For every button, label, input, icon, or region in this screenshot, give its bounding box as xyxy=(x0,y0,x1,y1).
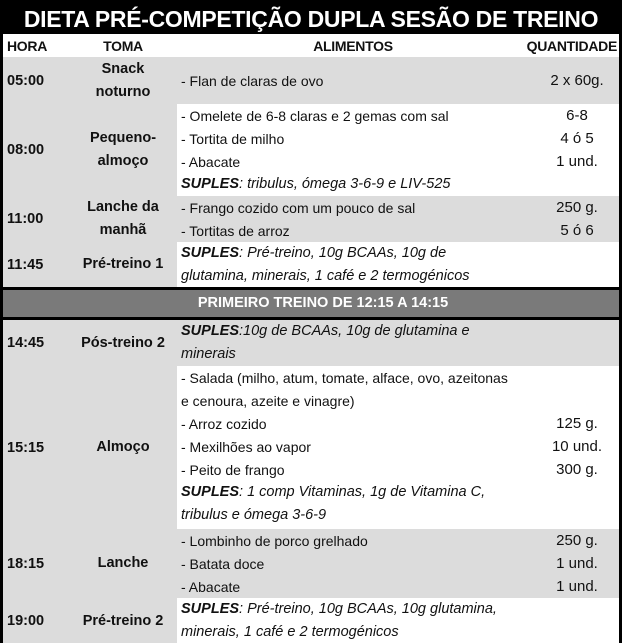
row-meal xyxy=(69,57,177,104)
row-time: 08:00 xyxy=(7,142,45,158)
row-meal: Pré-treino 1 xyxy=(82,256,164,272)
food-qty: 5 ó 6 xyxy=(560,222,594,239)
row-time: 14:45 xyxy=(7,335,45,351)
row-meal-label: Lanche da manhã xyxy=(87,199,159,238)
supplements-text: : tribulus, ómega 3-6-9 e LIV-525 xyxy=(239,176,451,192)
food-line xyxy=(177,435,619,458)
table-header xyxy=(3,34,619,57)
supplements-label: SUPLES xyxy=(181,484,240,500)
row-foods xyxy=(177,196,619,242)
food-line xyxy=(177,552,619,575)
food-qty: 1 und. xyxy=(556,578,598,595)
row-time: 11:45 xyxy=(7,256,44,273)
row-meal xyxy=(69,196,177,242)
row-foods xyxy=(177,104,619,196)
food-item: - Lombinho de porco grelhado xyxy=(181,532,368,549)
food-line xyxy=(177,529,619,552)
food-line xyxy=(177,196,619,219)
food-item: - Abacate xyxy=(181,153,241,170)
food-item: - Abacate xyxy=(181,578,241,595)
row-foods xyxy=(177,242,619,287)
supplements-label: SUPLES xyxy=(181,245,240,261)
row-foods xyxy=(177,366,619,529)
food-item: - Flan de claras de ovo xyxy=(181,72,324,89)
food-line xyxy=(177,69,619,92)
supplements xyxy=(177,598,537,643)
row-time: 11:00 xyxy=(7,211,44,227)
row-meal-label: Snack noturno xyxy=(95,60,151,100)
food-qty: 1 und. xyxy=(556,153,598,170)
supplements-label: SUPLES xyxy=(181,601,240,617)
row-time: 19:00 xyxy=(7,613,45,629)
supplements xyxy=(177,173,619,196)
column-header-toma: TOMA xyxy=(103,37,143,54)
row-meal: Almoço xyxy=(96,439,150,455)
food-qty: 4 ó 5 xyxy=(560,130,594,147)
row-foods xyxy=(177,57,619,104)
supplements xyxy=(177,481,522,526)
food-line xyxy=(177,219,619,242)
food-item: - Frango cozido com um pouco de sal xyxy=(181,199,416,216)
food-qty: 300 g. xyxy=(556,461,598,478)
food-qty: 2 x 60g. xyxy=(550,72,604,89)
row-meal: Lanche xyxy=(97,555,149,571)
column-header-alimentos: ALIMENTOS xyxy=(313,37,393,54)
table-row xyxy=(3,598,619,643)
food-qty: 250 g. xyxy=(556,532,598,549)
food-line xyxy=(177,150,619,173)
food-line xyxy=(177,366,619,389)
food-item: - Tortita de milho xyxy=(181,130,285,147)
row-meal xyxy=(69,104,177,196)
table-row xyxy=(3,104,619,196)
food-qty: 6-8 xyxy=(566,107,588,124)
supplements-text: :10g de BCAAs, 10g de glutamina e minerais xyxy=(181,323,470,362)
row-meal: Pré-treino 2 xyxy=(82,612,164,629)
supplements xyxy=(177,320,507,365)
row-foods xyxy=(177,598,619,643)
food-line xyxy=(177,127,619,150)
row-meal: Pós-treino 2 xyxy=(81,334,165,351)
row-meal-label: Pequeno-almoço xyxy=(89,130,157,169)
row-foods xyxy=(177,320,619,366)
food-item: - Mexilhões ao vapor xyxy=(181,438,311,455)
food-qty: 1 und. xyxy=(556,555,598,572)
food-item: - Tortitas de arroz xyxy=(181,222,290,239)
food-item: - Arroz cozido xyxy=(181,415,267,432)
food-qty: 10 und. xyxy=(551,438,603,455)
table-row xyxy=(3,196,619,242)
food-item: e cenoura, azeite e vinagre) xyxy=(181,392,355,409)
column-header-quantidade: QUANTIDADE xyxy=(526,37,617,54)
supplements-label: SUPLES xyxy=(181,323,240,339)
row-time: 05:00 xyxy=(7,72,45,89)
row-time: 15:15 xyxy=(7,439,45,456)
supplements-text: : Pré-treino, 10g BCAAs, 10g glutamina, minerais, 1 café e 2 termogénicos xyxy=(181,601,497,640)
page-title: DIETA PRÉ-COMPETIÇÃO DUPLA SESÃO DE TREINO xyxy=(3,0,619,34)
column-header-hora: HORA xyxy=(7,37,48,54)
table-row xyxy=(3,529,619,598)
table-row xyxy=(3,242,619,287)
food-line xyxy=(177,104,619,127)
food-line xyxy=(177,575,619,598)
row-foods xyxy=(177,529,619,598)
table-row xyxy=(3,57,619,104)
food-line xyxy=(177,412,619,435)
supplements-text: : 1 comp Vitaminas, 1g de Vitamina C, tribulus e ómega 3-6-9 xyxy=(181,484,486,523)
food-qty: 125 g. xyxy=(556,415,598,432)
food-line xyxy=(177,458,619,481)
food-line xyxy=(177,389,619,412)
training-band: PRIMEIRO TREINO DE 12:15 A 14:15 xyxy=(3,287,619,320)
food-item: - Omelete de 6-8 claras e 2 gemas com sal xyxy=(181,107,449,124)
food-item: - Batata doce xyxy=(181,555,265,572)
food-item: - Peito de frango xyxy=(181,461,285,478)
supplements-label: SUPLES xyxy=(181,176,240,192)
supplements-text: : Pré-treino, 10g BCAAs, 10g de glutamina, minerais, 1 café e 2 termogénicos xyxy=(181,245,470,284)
row-time: 18:15 xyxy=(7,555,45,572)
table-row xyxy=(3,366,619,529)
food-qty: 250 g. xyxy=(556,199,598,216)
supplements xyxy=(177,242,517,287)
table-row xyxy=(3,320,619,366)
food-item: - Salada (milho, atum, tomate, alface, ovo, azeitonas xyxy=(181,369,508,386)
